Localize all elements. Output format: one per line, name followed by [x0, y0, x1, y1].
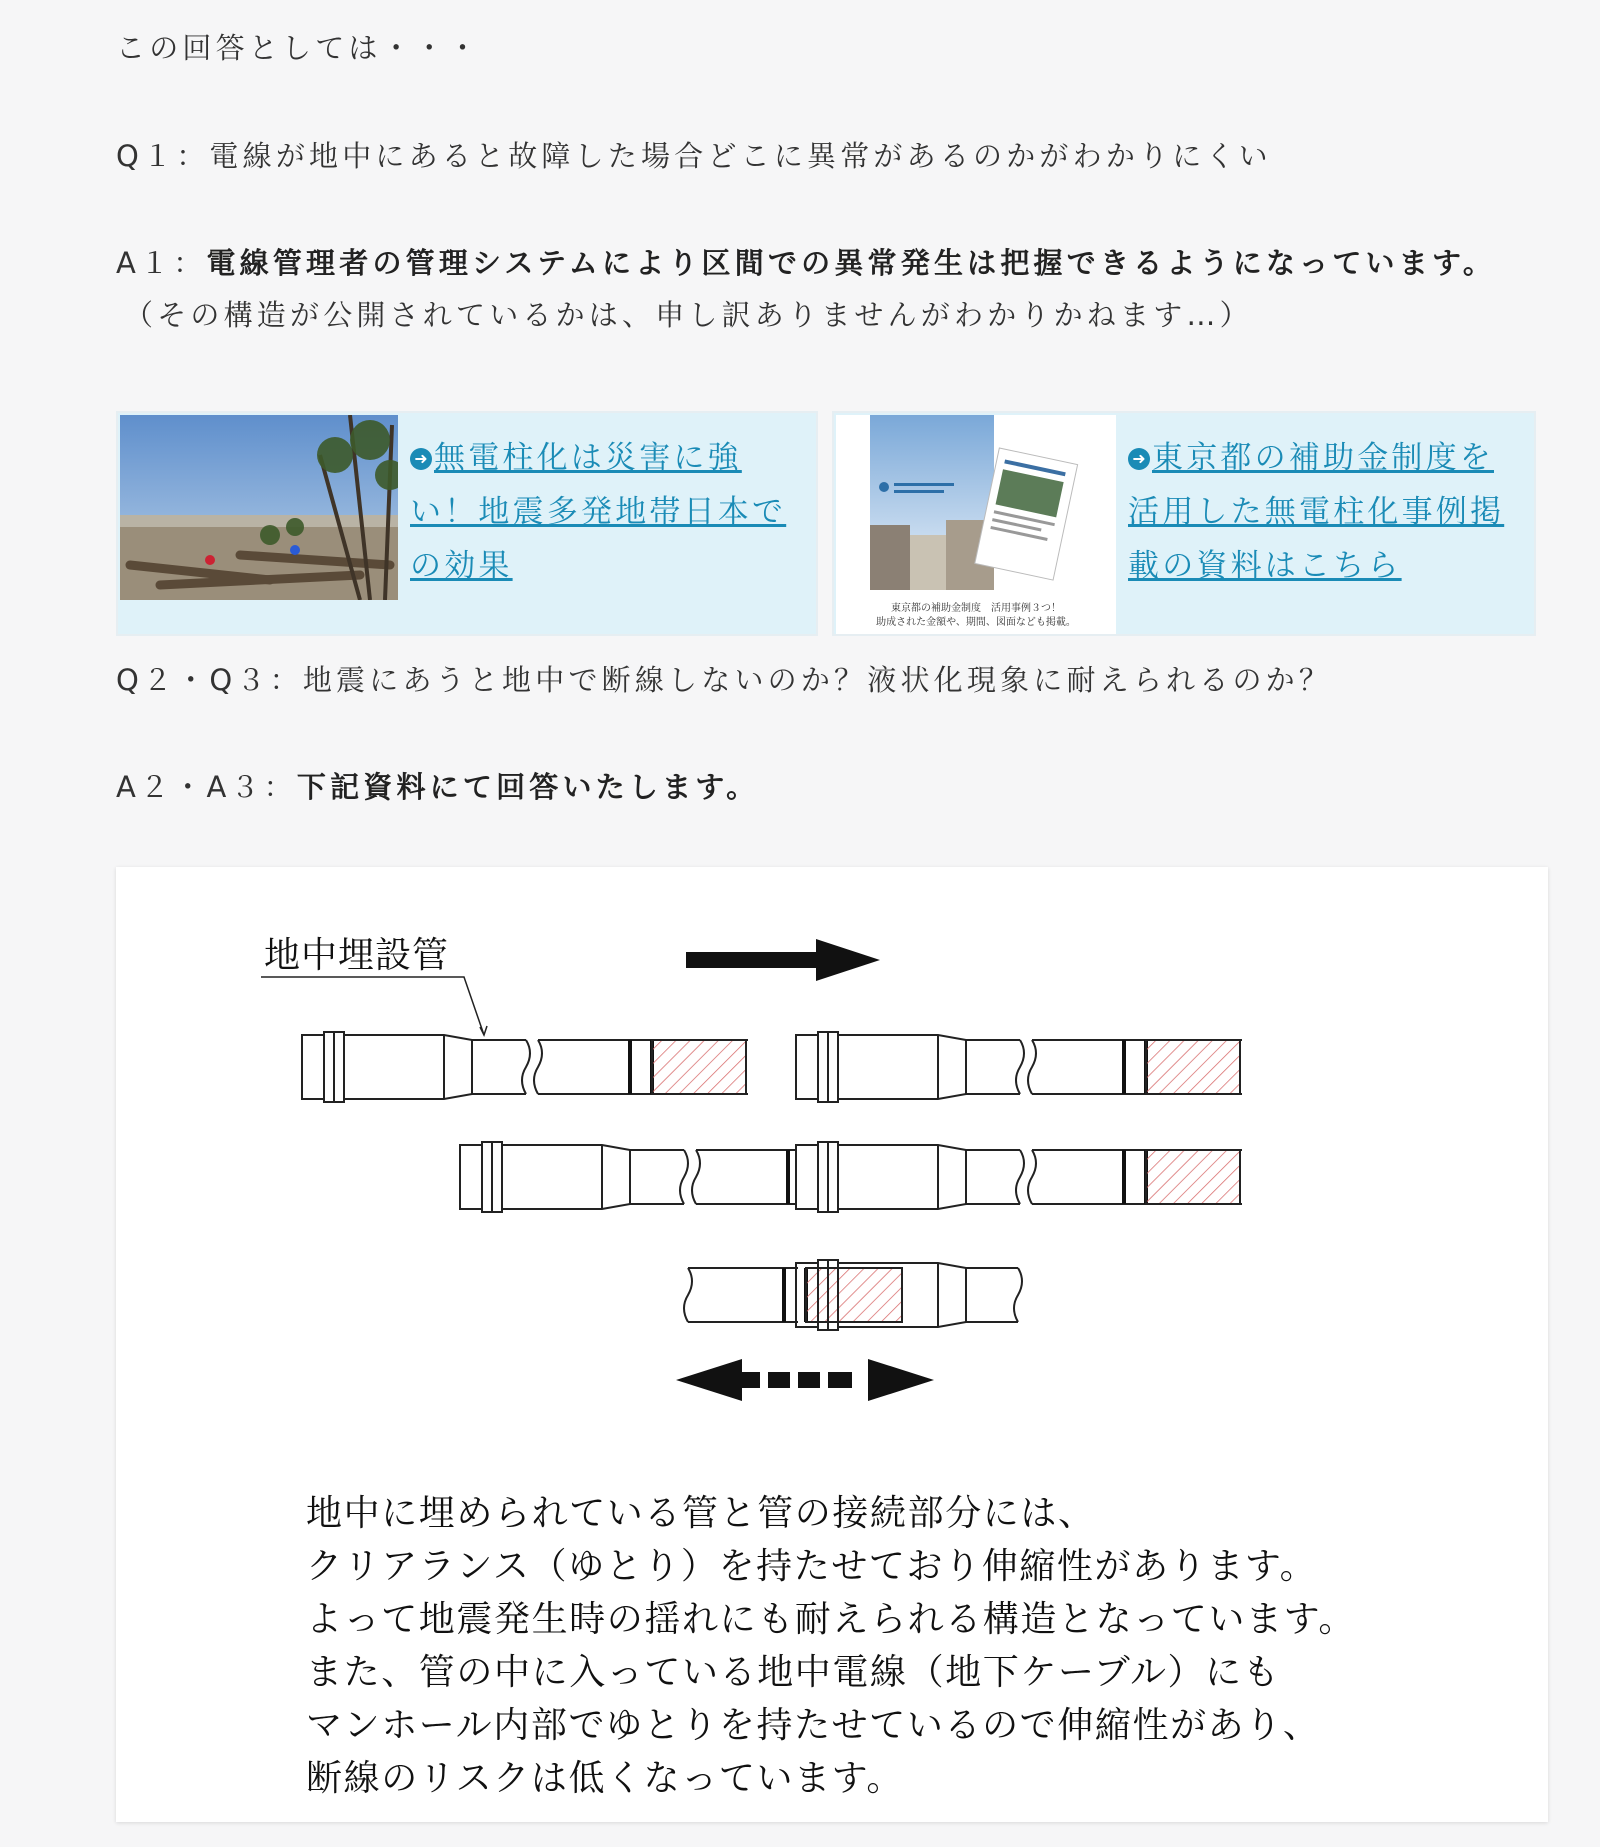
- intro-text: この回答としては・・・: [116, 31, 482, 65]
- answer-2-3: [116, 767, 759, 807]
- figure-line: 地中に埋められている管と管の接続部分には、: [306, 1493, 1096, 1534]
- figure-line: 断線のリスクは低くなっています。: [306, 1758, 905, 1799]
- pipe-joint-figure: [116, 867, 1548, 1822]
- figure-line: マンホール内部でゆとりを持たせているので伸縮性があり、: [306, 1705, 1321, 1746]
- related-card-disaster[interactable]: [116, 411, 818, 636]
- answer-1-prefix: A１：: [116, 246, 207, 280]
- figure-line: よって地震発生時の揺れにも耐えられる構造となっています。: [306, 1599, 1356, 1640]
- answer-1-bold: 電線管理者の管理システムにより区間での異常発生は把握できるようになっています。: [206, 246, 1497, 280]
- related-card-subsidy[interactable]: [832, 411, 1536, 636]
- figure-line: クリアランス（ゆとり）を持たせており伸縮性があります。: [306, 1546, 1318, 1587]
- figure-explanation: [306, 1487, 1356, 1805]
- arrow-right-circle-icon: ➜: [410, 448, 432, 470]
- figure-label: 地中埋設管: [264, 935, 450, 976]
- answer-1: [116, 243, 1496, 283]
- question-1: Q１：電線が地中にあると故障した場合どこに異常があるのかがわかりにくい: [116, 139, 1272, 173]
- card-link-disaster-text[interactable]: 無電柱化は災害に強い！地震多発地帯日本での効果: [410, 440, 787, 584]
- card-link-subsidy-text[interactable]: 東京都の補助金制度を活用した無電柱化事例掲載の資料はこちら: [1128, 440, 1505, 584]
- thumb-caption-2: 助成された金額や、期間、図面なども掲載。: [876, 617, 1076, 628]
- figure-line: また、管の中に入っている地中電線（地下ケーブル）にも: [306, 1652, 1281, 1693]
- card-link-disaster[interactable]: [410, 431, 810, 593]
- answer-2-3-bold: 下記資料にて回答いたします。: [296, 770, 760, 804]
- question-2-3: Q２・Q３：地震にあうと地中で断線しないのか？液状化現象に耐えられるのか？: [116, 663, 1333, 697]
- arrow-right-circle-icon: ➜: [1128, 448, 1150, 470]
- card-thumbnail-beach: [120, 415, 398, 600]
- answer-1-note: （その構造が公開されているかは、申し訳ありませんがわかりかねます…）: [124, 298, 1253, 332]
- answer-2-3-prefix: A２・A３：: [116, 770, 297, 804]
- pipe-diagram: [116, 867, 1548, 1487]
- card-thumbnail-brochure: [836, 415, 1116, 634]
- card-link-subsidy[interactable]: [1128, 431, 1528, 593]
- thumb-caption-1: 東京都の補助金制度 活用事例３つ！: [891, 603, 1061, 614]
